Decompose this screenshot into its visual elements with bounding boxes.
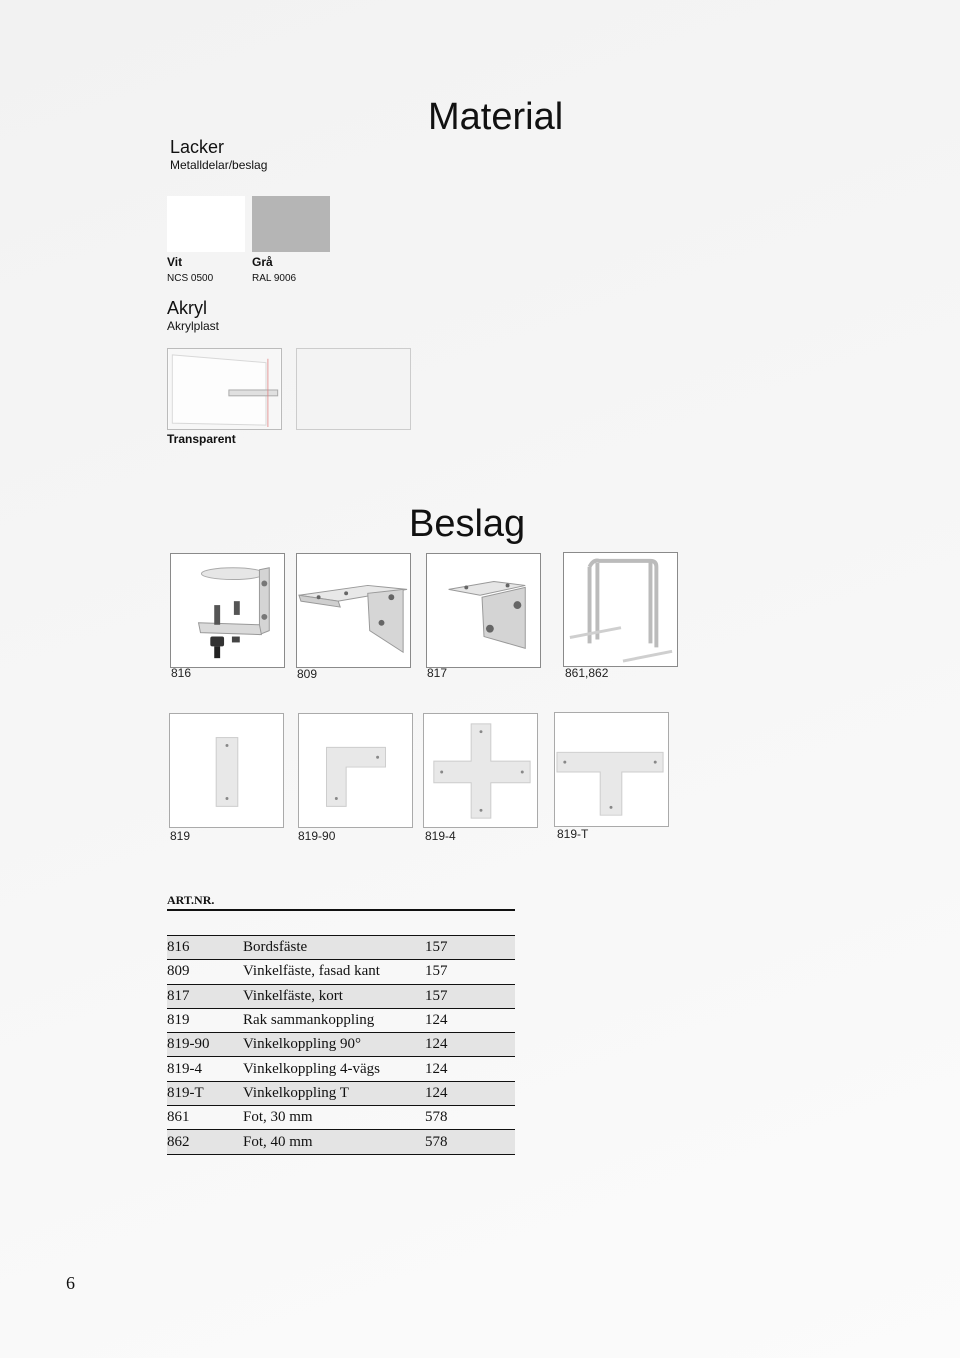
table-clamp-icon bbox=[171, 554, 284, 667]
acrylic-sample-photo bbox=[167, 348, 282, 430]
product-photo-861-862 bbox=[563, 552, 678, 667]
lacker-title: Lacker bbox=[170, 137, 225, 157]
acrylic-sample-plain bbox=[296, 348, 411, 430]
caption-819: 819 bbox=[170, 829, 191, 843]
page-number: 6 bbox=[66, 1273, 75, 1293]
description-cell: Vinkelkoppling 4-vägs bbox=[243, 1060, 380, 1077]
reference-cell: 124 bbox=[425, 1036, 448, 1053]
cross-connector-icon bbox=[424, 714, 537, 827]
transparent-label: Transparent bbox=[167, 432, 236, 446]
page-title: Material bbox=[428, 96, 564, 138]
table-row bbox=[167, 1057, 515, 1081]
product-photo-819-T bbox=[554, 712, 669, 827]
table-row bbox=[167, 985, 515, 1009]
art-number-cell: 819 bbox=[167, 1012, 190, 1029]
description-cell: Fot, 40 mm bbox=[243, 1133, 313, 1150]
table-row bbox=[167, 960, 515, 984]
art-number-cell: 819-T bbox=[167, 1084, 204, 1101]
reference-cell: 124 bbox=[425, 1012, 448, 1029]
caption-861-862: 861,862 bbox=[565, 666, 609, 680]
product-photo-816 bbox=[170, 553, 285, 668]
caption-819-90: 819-90 bbox=[298, 829, 336, 843]
art-number-cell: 819-4 bbox=[167, 1060, 202, 1077]
swatch-vit-code: NCS 0500 bbox=[167, 273, 214, 284]
description-cell: Vinkelkoppling 90° bbox=[243, 1036, 362, 1053]
reference-cell: 157 bbox=[425, 987, 448, 1004]
product-photo-819-4 bbox=[423, 713, 538, 828]
article-table-heading: ART.NR. bbox=[167, 893, 215, 907]
product-photo-817 bbox=[426, 553, 541, 668]
swatch-gra bbox=[252, 196, 330, 252]
product-photo-819-90 bbox=[298, 713, 413, 828]
art-number-cell: 862 bbox=[167, 1133, 190, 1150]
table-row bbox=[167, 1009, 515, 1033]
angle-connector-icon bbox=[299, 714, 412, 827]
acrylic-sheet-icon bbox=[168, 349, 281, 429]
table-row bbox=[167, 1130, 515, 1154]
reference-cell: 157 bbox=[425, 939, 448, 956]
angle-bracket-short-icon bbox=[427, 554, 540, 667]
reference-cell: 124 bbox=[425, 1084, 448, 1101]
caption-817: 817 bbox=[427, 666, 448, 680]
reference-cell: 157 bbox=[425, 963, 448, 980]
table-row bbox=[167, 1082, 515, 1106]
t-connector-icon bbox=[555, 713, 668, 826]
art-number-cell: 809 bbox=[167, 963, 190, 980]
akryl-title: Akryl bbox=[167, 298, 207, 318]
art-number-cell: 819-90 bbox=[167, 1036, 210, 1053]
description-cell: Bordsfäste bbox=[243, 939, 308, 956]
table-row bbox=[167, 1033, 515, 1057]
caption-819-4: 819-4 bbox=[425, 829, 456, 843]
description-cell: Vinkelfäste, kort bbox=[243, 987, 343, 1004]
swatch-vit-label: Vit bbox=[167, 255, 183, 269]
swatch-gra-code: RAL 9006 bbox=[252, 273, 297, 284]
product-photo-819 bbox=[169, 713, 284, 828]
caption-809: 809 bbox=[297, 667, 318, 681]
reference-cell: 124 bbox=[425, 1060, 448, 1077]
angle-bracket-beveled-icon bbox=[297, 554, 410, 667]
article-table bbox=[167, 893, 515, 1155]
table-heading-rule bbox=[167, 909, 515, 911]
table-row bbox=[167, 936, 515, 960]
art-number-cell: 817 bbox=[167, 987, 190, 1004]
article-table-body bbox=[167, 935, 515, 1155]
tube-foot-icon bbox=[564, 553, 677, 666]
reference-cell: 578 bbox=[425, 1109, 448, 1126]
description-cell: Vinkelkoppling T bbox=[243, 1084, 349, 1101]
description-cell: Fot, 30 mm bbox=[243, 1109, 313, 1126]
reference-cell: 578 bbox=[425, 1133, 448, 1150]
table-row bbox=[167, 1106, 515, 1130]
straight-connector-icon bbox=[170, 714, 283, 827]
description-cell: Vinkelfäste, fasad kant bbox=[243, 963, 380, 980]
caption-816: 816 bbox=[171, 666, 192, 680]
lacker-subtitle: Metalldelar/beslag bbox=[170, 158, 268, 172]
product-photo-809 bbox=[296, 553, 411, 668]
description-cell: Rak sammankoppling bbox=[243, 1012, 375, 1029]
art-number-cell: 861 bbox=[167, 1109, 190, 1126]
swatch-vit bbox=[167, 196, 245, 252]
caption-819-T: 819-T bbox=[557, 827, 589, 841]
beslag-heading: Beslag bbox=[409, 503, 526, 545]
swatch-gra-label: Grå bbox=[252, 255, 273, 269]
art-number-cell: 816 bbox=[167, 939, 190, 956]
akryl-subtitle: Akrylplast bbox=[167, 319, 220, 333]
